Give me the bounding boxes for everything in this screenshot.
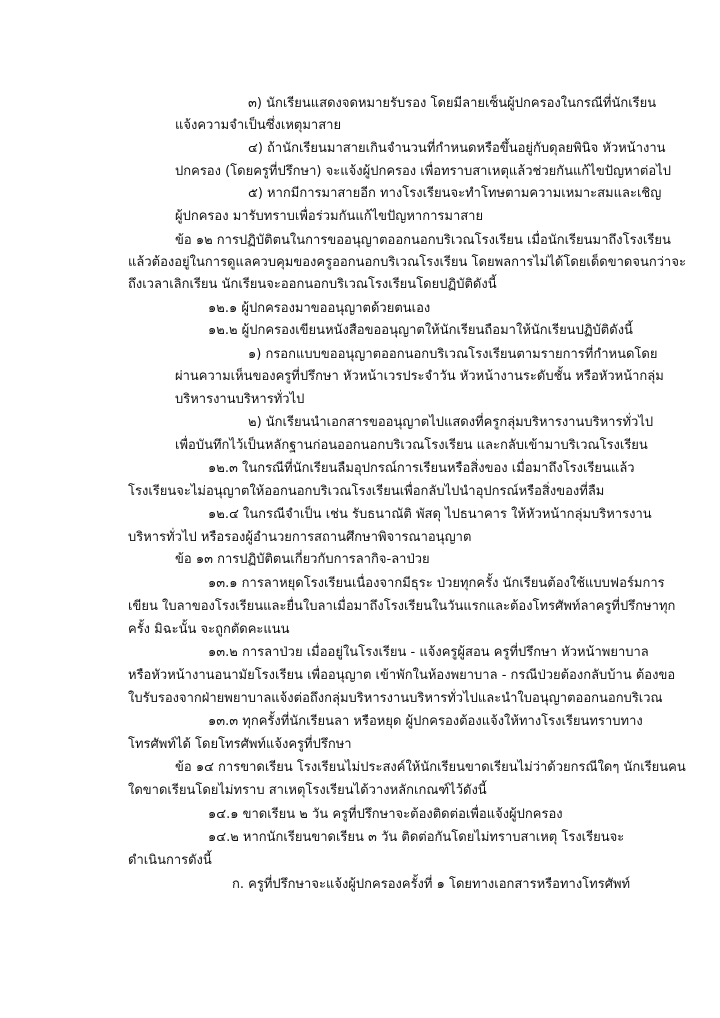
text-line: ๔) ถ้านักเรียนมาสายเกินจำนวนที่กำหนดหรือขึ้นอยู่กับดุลยพินิจ หัวหน้างาน: [248, 141, 666, 156]
text-line: โรงเรียนจะไม่อนุญาตให้ออกนอกบริเวณโรงเรียนเพื่อกลับไปนำอุปกรณ์หรือสิ่งของที่ลืม: [128, 484, 605, 499]
text-line: แจ้งความจำเป็นซึ่งเหตุมาสาย: [175, 118, 342, 133]
text-line: ๑๓.๒ การลาป่วย เมื่ออยู่ในโรงเรียน - แจ้งครูผู้สอน ครูที่ปรึกษา หัวหน้าพยาบาล: [208, 645, 649, 660]
text-line: ถึงเวลาเลิกเรียน นักเรียนจะออกนอกบริเวณโรงเรียนโดยปฏิบัติดังนี้: [128, 277, 497, 292]
text-line: ๑๒.๑ ผู้ปกครองมาขออนุญาตด้วยตนเอง: [208, 301, 431, 316]
text-line: ผ่านความเห็นของครูที่ปรึกษา หัวหน้าเวรประจำวัน หัวหน้างานระดับชั้น หรือหัวหน้ากลุ่ม: [175, 369, 664, 384]
text-line: บริหารงานบริหารทั่วไป: [175, 392, 305, 407]
text-line: ๑๓.๓ ทุกครั้งที่นักเรียนลา หรือหยุด ผู้ปกครองต้องแจ้งให้ทางโรงเรียนทราบทาง: [208, 714, 643, 729]
text-line: ผู้ปกครอง มารับทราบเพื่อร่วมกันแก้ไขปัญหาการมาสาย: [175, 209, 484, 224]
text-line: เขียน ใบลาของโรงเรียนและยื่นใบลาเมื่อมาถึงโรงเรียนในวันแรกและต้องโทรศัพท์ลาครูที่ปรึกษาทุก: [128, 599, 676, 614]
section-heading: ข้อ ๑๓ การปฏิบัติตนเกี่ยวกับการลากิจ-ลาป่วย: [175, 552, 430, 567]
text-line: ๕) หากมีการมาสายอีก ทางโรงเรียนจะทำโทษตามความเหมาะสมและเชิญ: [248, 186, 662, 201]
text-line: ๓) นักเรียนแสดงจดหมายรับรอง โดยมีลายเซ็นผู้ปกครองในกรณีที่นักเรียน: [248, 96, 657, 111]
text-line: ครั้ง มิฉะนั้น จะถูกตัดคะแนน: [128, 622, 290, 637]
text-line: บริหารทั่วไป หรือรองผู้อำนวยการสถานศึกษาพิจารณาอนุญาต: [128, 530, 472, 545]
section-heading: ข้อ ๑๒ การปฏิบัติตนในการขออนุญาตออกนอกบริเวณโรงเรียน เมื่อนักเรียนมาถึงโรงเรียน: [175, 233, 671, 248]
text-line: ๑๒.๓ ในกรณีที่นักเรียนลืมอุปกรณ์การเรียนหรือสิ่งของ เมื่อมาถึงโรงเรียนแล้ว: [208, 461, 635, 476]
section-heading: ข้อ ๑๔ การขาดเรียน โรงเรียนไม่ประสงค์ให้นักเรียนขาดเรียนไม่ว่าด้วยกรณีใดๆ นักเรียนคน: [175, 760, 686, 775]
text-line: ๑) กรอกแบบขออนุญาตออกนอกบริเวณโรงเรียนตามรายการที่กำหนดโดย: [248, 347, 658, 362]
text-line: โทรศัพท์ได้ โดยโทรศัพท์แจ้งครูที่ปรึกษา: [128, 737, 352, 752]
text-line: ๑๒.๔ ในกรณีจำเป็น เช่น รับธนาณัติ พัสดุ ไปธนาคาร ให้หัวหน้ากลุ่มบริหารงาน: [208, 507, 652, 522]
text-line: ๒) นักเรียนนำเอกสารขออนุญาตไปแสดงที่ครูกลุ่มบริหารงานบริหารทั่วไป: [248, 415, 654, 430]
text-line: ดำเนินการดังนี้: [128, 853, 212, 868]
text-line: ๑๔.๒ หากนักเรียนขาดเรียน ๓ วัน ติดต่อกันโดยไม่ทราบสาเหตุ โรงเรียนจะ: [208, 830, 625, 845]
text-line: ก. ครูที่ปรึกษาจะแจ้งผู้ปกครองครั้งที่ ๑ โดยทางเอกสารหรือทางโทรศัพท์: [232, 877, 631, 892]
text-line: ๑๒.๒ ผู้ปกครองเขียนหนังสือขออนุญาตให้นักเรียนถือมาให้นักเรียนปฏิบัติดังนี้: [208, 323, 633, 338]
text-line: ๑๔.๑ ขาดเรียน ๒ วัน ครูที่ปรึกษาจะต้องติดต่อเพื่อแจ้งผู้ปกครอง: [208, 807, 563, 822]
text-line: ใบรับรองจากฝ่ายพยาบาลแจ้งต่อถึงกลุ่มบริหารงานบริหารทั่วไปและนำใบอนุญาตออกนอกบริเวณ: [128, 691, 663, 706]
text-line: ใดขาดเรียนโดยไม่ทราบ สาเหตุโรงเรียนได้วางหลักเกณฑ์ไว้ดังนี้: [128, 783, 487, 798]
text-line: เพื่อบันทึกไว้เป็นหลักฐานก่อนออกนอกบริเวณโรงเรียน และกลับเข้ามาบริเวณโรงเรียน: [175, 438, 648, 453]
text-line: ปกครอง (โดยครูที่ปรึกษา) จะแจ้งผู้ปกครอง เพื่อทราบสาเหตุแล้วช่วยกันแก้ไขปัญหาต่อไป: [175, 164, 671, 179]
text-line: ๑๓.๑ การลาหยุดโรงเรียนเนื่องจากมีธุระ ป่วยทุกครั้ง นักเรียนต้องใช้แบบฟอร์มการ: [208, 576, 665, 591]
text-line: แล้วต้องอยู่ในการดูแลควบคุมของครูออกนอกบริเวณโรงเรียน โดยพลการไม่ได้โดยเด็ดขาดจนกว่าจะ: [128, 255, 686, 270]
text-line: หรือหัวหน้างานอนามัยโรงเรียน เพื่ออนุญาต เข้าพักในห้องพยาบาล - กรณีป่วยต้องกลับบ้าน ต้องขอ: [128, 668, 676, 683]
